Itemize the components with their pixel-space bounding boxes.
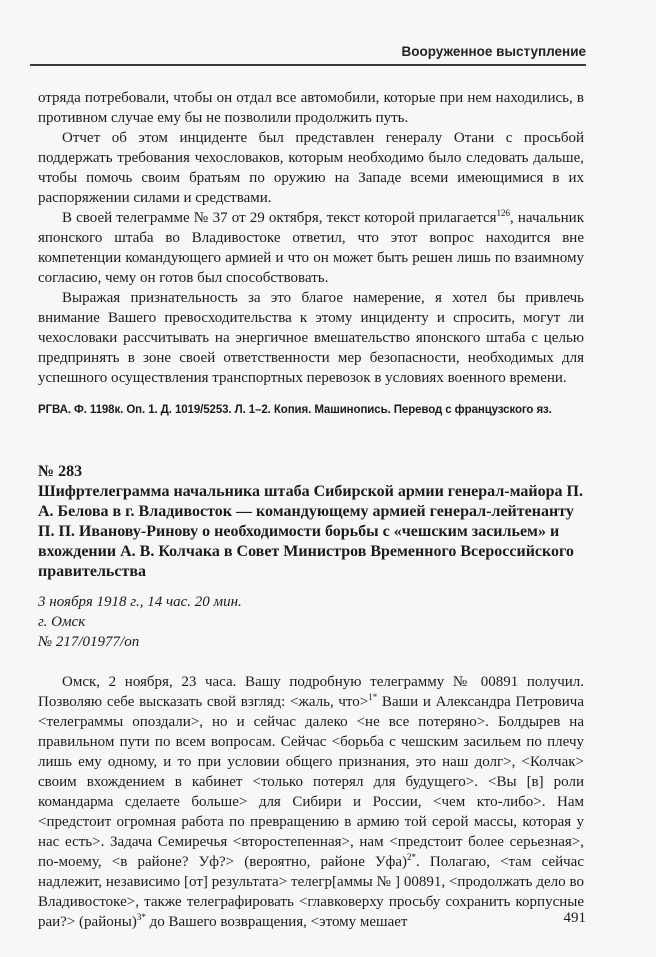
paragraph-text: . Полагаю, <там сейчас надлежит, независимо [от] результата> телегр[аммы № ] 00891, <продолжать дело во Владивостоке>, также телеграфировать <главковерху просьбу сохранить корпусные раи?> (районы) — [38, 854, 584, 930]
footnote-ref: 126 — [496, 208, 510, 218]
document-place: г. Омск — [38, 614, 86, 630]
paragraph: отряда потребовали, чтобы он отдал все автомобили, которые при нем находились, в противном случае ему бы не позволили продолжить путь. — [38, 90, 584, 126]
page-content — [38, 88, 584, 932]
paragraph: Отчет об этом инциденте был представлен генералу Отани с просьбой поддержать требования чехословаков, которым необходимо было следовать дальше, чтобы помочь своим братьям по оружию на Западе всеми имеющимися в их распоряжении силами и средствами. — [38, 130, 584, 206]
paragraph-text: Омск, 2 ноября, 23 часа. Вашу подробную телеграмму № 00891 получил. Позволяю себе высказать свой взгляд: <жаль, что> — [38, 674, 584, 710]
document-date: 3 ноября 1918 г., 14 час. 20 мин. — [38, 594, 242, 610]
running-title: Вооруженное выступление — [401, 44, 586, 59]
running-header — [30, 38, 586, 66]
paragraph-text: , начальник японского штаба во Владивостоке ответил, что этот вопрос находится вне компетенции командующего армией и что он может быть решен лишь по взаимному согласию, чему он готов был способствовать. — [38, 210, 584, 286]
document-body — [38, 672, 584, 932]
paragraph — [38, 208, 584, 288]
paragraph — [38, 672, 584, 932]
footnote-ref: 3* — [136, 912, 146, 922]
footnote-ref: 1* — [368, 692, 378, 702]
document-meta — [38, 592, 584, 652]
paragraph-text: до Вашего возвращения, <этому мешает — [145, 914, 408, 930]
document-ref: № 217/01977/оп — [38, 634, 140, 650]
document-number: № 283 — [38, 463, 83, 480]
archive-source: РГВА. Ф. 1198к. Оп. 1. Д. 1019/5253. Л. 1–2. Копия. Машинопись. Перевод с французского яз. — [38, 404, 552, 416]
paragraph-text: В своей телеграмме № 37 от 29 октября, текст которой прилагается — [62, 210, 497, 226]
footnote-ref: 2* — [407, 852, 416, 862]
page-number: 491 — [563, 910, 586, 926]
paragraph: Выражая признательность за это благое намерение, я хотел бы привлечь внимание Вашего превосходительства к этому инциденту и спросить, могут ли чехословаки рассчитывать на энергичное вмешательство японского штаба с целью предпринять в зоне своей ответственности мер безопасности, необходимых для успешного осуществления транспортных перевозок в условиях военного времени. — [38, 290, 584, 386]
document-title: Шифртелеграмма начальника штаба Сибирской армии генерал-майора П. А. Белова в г. Владивосток — командующему армией генерал-лейтенанту П. П. Иванову-Ринову о необходимости борьбы с «чешским засильем» и вхождении А. В. Колчака в Совет Министров Временного Всероссийского правительства — [38, 483, 583, 580]
paragraph-text: Ваши и Александра Петровича <телеграммы опоздали>, но и сейчас далеко <не все потеряно>. Болдырев на правильном пути по всем вопросам. Сейчас <борьба с чешским засильем по плечу лишь ему одному, и то при условии общего признания, это наш долг>, <Колчак> своим вхождением в кабинет <только потерял для будущего>. <Вы [в] роли командарма сделаете больше> для Сибири и России, <чем кто-либо>. Нам <предстоит огромная работа по превращению в армию той серой массы, которая у нас есть>. Задача Семиречья <второстепенная>, нам <предстоит более серьезная>, по-моему, <в районе? Уф?> (вероятно, районе Уфа) — [38, 694, 584, 870]
